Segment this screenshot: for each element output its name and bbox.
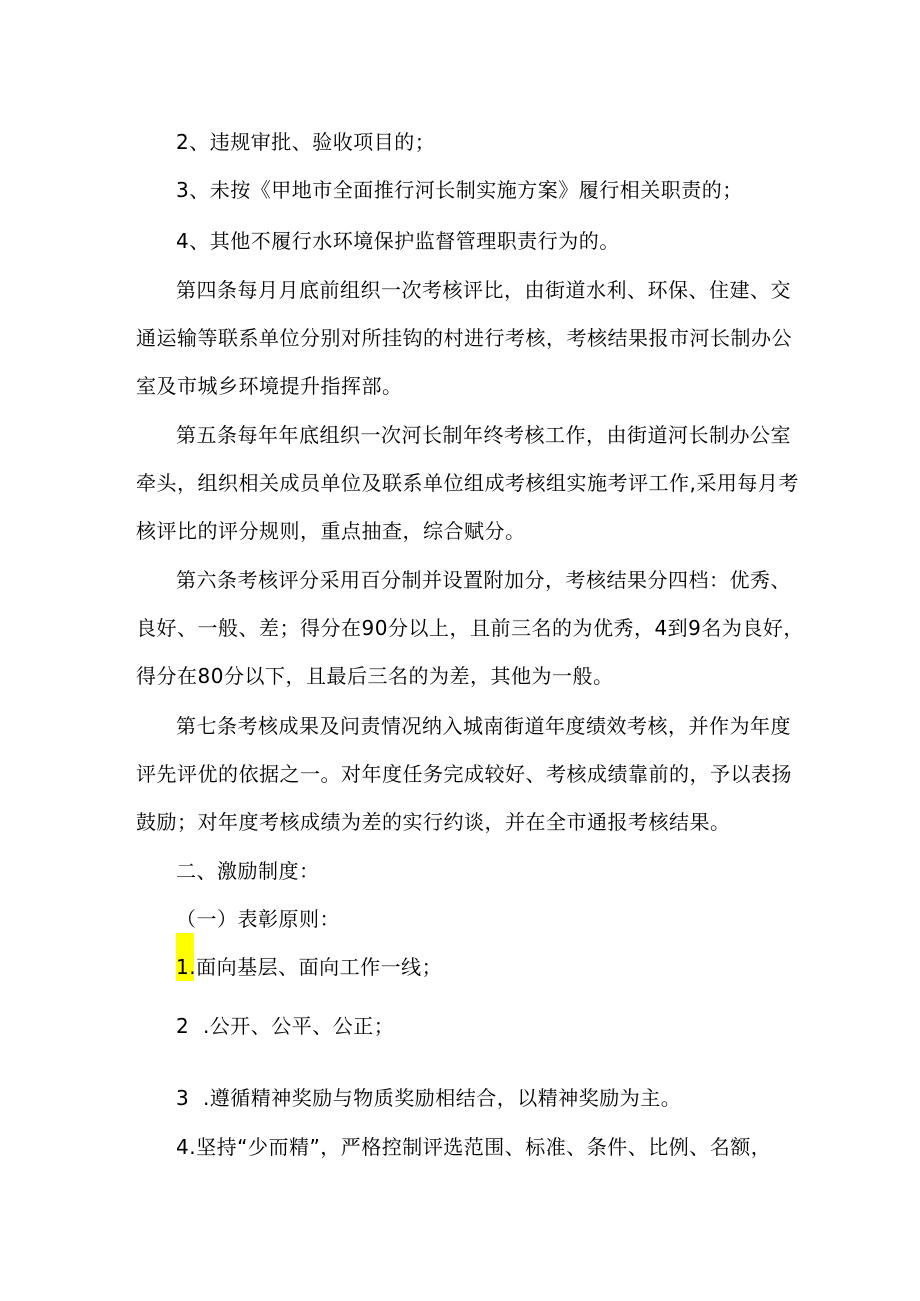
principle-item-2: 2 .公开、公平、公正； xyxy=(176,1014,395,1038)
article-6-line-3: 得分在80分以下，且最后三名的为差，其他为一般。 xyxy=(136,664,614,688)
subsection-heading-principles: （一）表彰原则： xyxy=(176,907,340,931)
article-5-line-3: 核评比的评分规则，重点抽查，综合赋分。 xyxy=(136,519,526,543)
article-4-line-3: 室及市城乡环境提升指挥部。 xyxy=(136,374,403,398)
article-7-line-1: 第七条考核成果及问责情况纳入城南街道年度绩效考核，并作为年度 xyxy=(176,714,791,738)
article-7-line-2: 评先评优的依据之一。对年度任务完成较好、考核成绩靠前的，予以表扬 xyxy=(136,762,792,786)
principle-item-3: 3 .遵循精神奖励与物质奖励相结合，以精神奖励为主。 xyxy=(176,1086,682,1110)
article-6-line-2: 良好、一般、差；得分在90分以上，且前三名的为优秀，4到9名为良好， xyxy=(136,616,804,640)
article-6-line-1: 第六条考核评分采用百分制并设置附加分，考核结果分四档：优秀、 xyxy=(176,568,791,592)
principle-item-1: 1.面向基层、面向工作一线； xyxy=(176,955,443,979)
article-7-line-3: 鼓励；对年度考核成绩为差的实行约谈，并在全市通报考核结果。 xyxy=(136,810,731,834)
list-item-4: 4、其他不履行水环境保护监督管理职责行为的。 xyxy=(176,229,620,253)
list-item-3: 3、未按《甲地市全面推行河长制实施方案》履行相关职责的； xyxy=(176,178,743,202)
principle-item-4: 4.坚持“少而精”，严格控制评选范围、标准、条件、比例、名额， xyxy=(176,1135,772,1159)
article-4-line-2: 通运输等联系单位分别对所挂钩的村进行考核，考核结果报市河长制办公 xyxy=(136,326,792,350)
section-heading-incentive: 二、激励制度： xyxy=(176,859,320,883)
list-item-2: 2、违规审批、验收项目的； xyxy=(176,130,436,154)
article-5-line-1: 第五条每年年底组织一次河长制年终考核工作，由街道河长制办公室 xyxy=(176,423,791,447)
article-5-line-2: 牵头，组织相关成员单位及联系单位组成考核组实施考评工作,采用每月考 xyxy=(136,471,799,495)
article-4-line-1: 第四条每月月底前组织一次考核评比，由街道水利、环保、住建、交 xyxy=(176,278,791,302)
